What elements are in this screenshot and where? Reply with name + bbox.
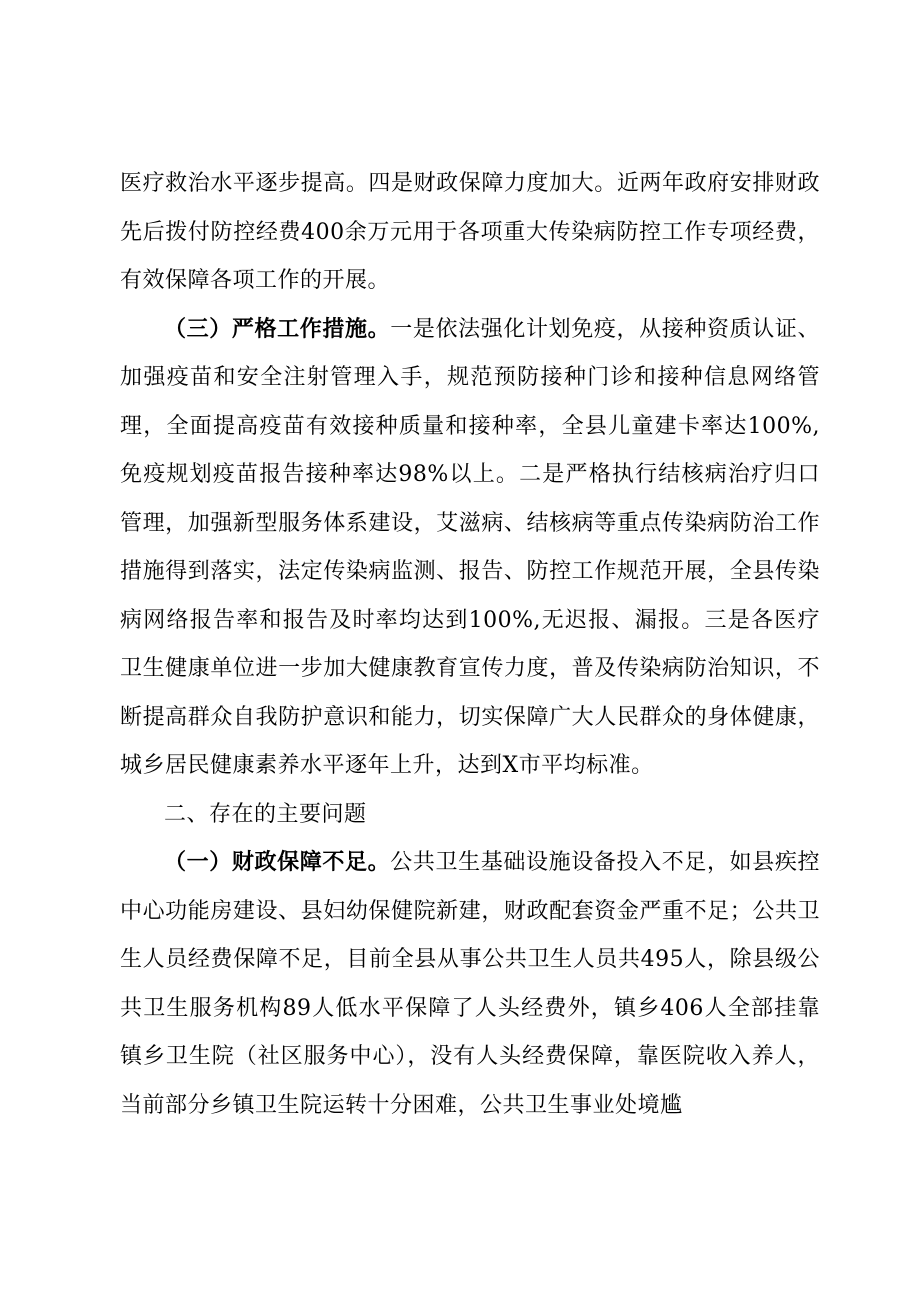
section-lead-three: （三）严格工作措施。: [164, 316, 391, 342]
section-heading-main-problems: 二、存在的主要问题: [164, 801, 367, 827]
document-body: [120, 160, 820, 1130]
paragraph-strict-measures: [120, 306, 820, 791]
paragraph-financial-support: [120, 160, 820, 306]
paragraph-text: 医疗救治水平逐步提高。四是财政保障力度加大。近两年政府安排财政先后拨付防控经费400余万元用于各项重大传染病防控工作专项经费，有效保障各项工作的开展。: [120, 171, 820, 293]
paragraph-text: 公共卫生基础设施设备投入不足，如县疾控中心功能房建设、县妇幼保健院新建，财政配套资金严重不足；公共卫生人员经费保障不足，目前全县从事公共卫生人员共495人，除县级公共卫生服务机构89人低水平保障了人头经费外，镇乡406人全部挂靠镇乡卫生院（社区服务中心），没有人头经费保障，靠医院收入养人，当前部分乡镇卫生院运转十分困难，公共卫生事业处境尴: [120, 850, 820, 1118]
paragraph-text: 一是依法强化计划免疫，从接种资质认证、加强疫苗和安全注射管理入手，规范预防接种门诊和接种信息网络管理，全面提高疫苗有效接种质量和接种率，全县儿童建卡率达100%,免疫规划疫苗报告接种率达98%以上。二是严格执行结核病治疗归口管理，加强新型服务体系建设，艾滋病、结核病等重点传染病防治工作措施得到落实，法定传染病监测、报告、防控工作规范开展，全县传染病网络报告率和报告及时率均达到100%,无迟报、漏报。三是各医疗卫生健康单位进一步加大健康教育宣传力度，普及传染病防治知识，不断提高群众自我防护意识和能力，切实保障广大人民群众的身体健康，城乡居民健康素养水平逐年上升，达到X市平均标准。: [120, 316, 820, 778]
section-lead-one: （一）财政保障不足。: [164, 850, 391, 875]
paragraph-insufficient-finance: [120, 839, 820, 1130]
